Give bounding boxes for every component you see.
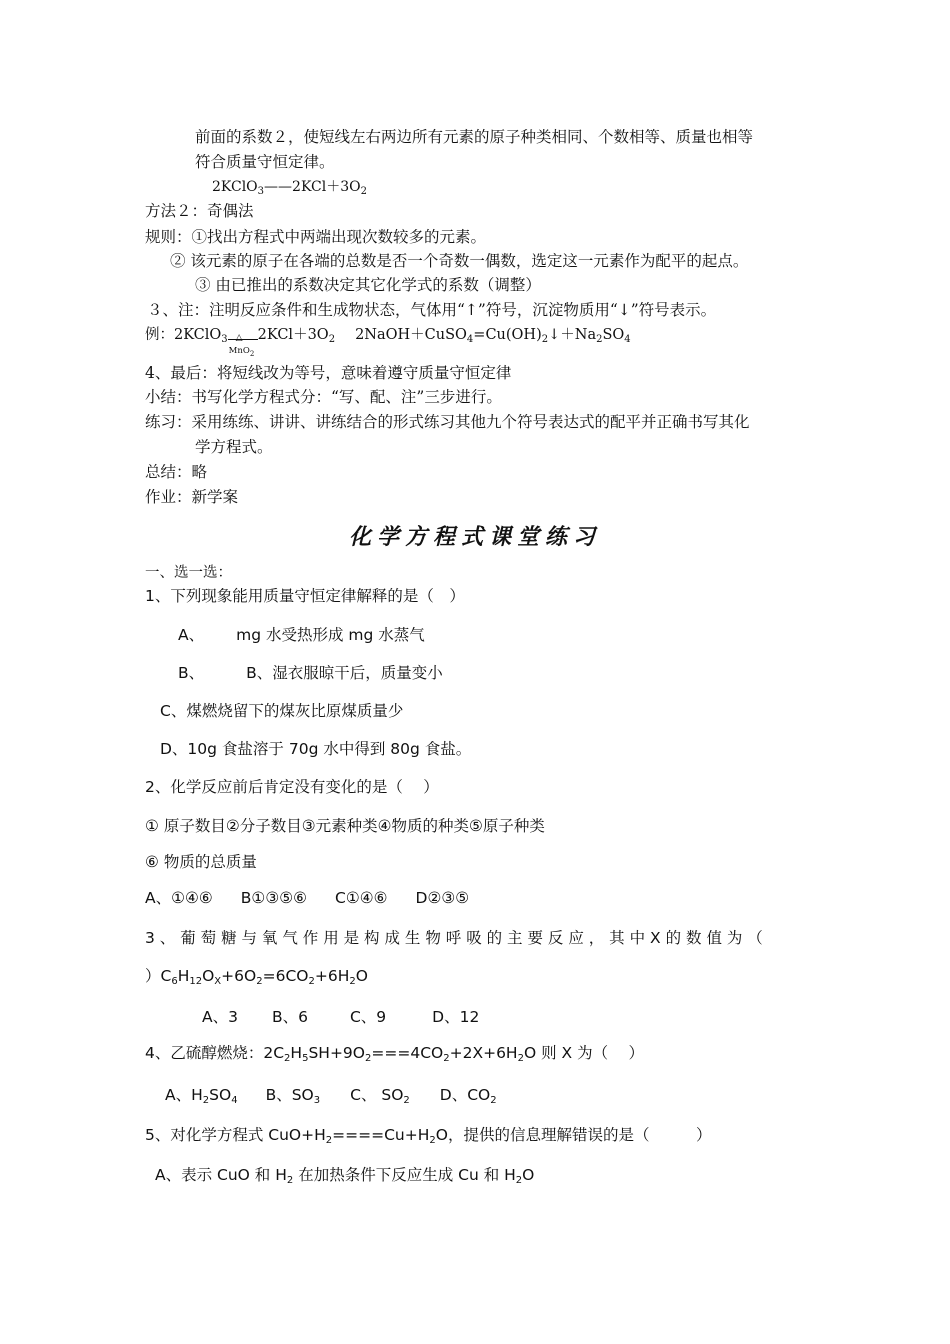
rule-3: ③ 由已推出的系数决定其它化学式的系数（调整） xyxy=(195,276,541,294)
practice-line-2: 学方程式。 xyxy=(195,438,273,456)
equation-kclo3: $2KClO_3——2KCl+3O_2$ xyxy=(212,179,367,197)
summary-line: 小结：书写化学方程式分：“写、配、注”三步进行。 xyxy=(145,388,502,406)
conclusion-line: 总结：略 xyxy=(145,463,208,481)
example-equations: 例：2KClO$_3$ △ MnO$_2$ $2KCl+3O_2$ $2NaOH+CuSO_4=Cu(OH)_2↓+Na_2SO_4$ xyxy=(145,327,631,358)
q1-option-c: C、煤燃烧留下的煤灰比原煤质量少 xyxy=(160,702,404,720)
question-5: 5、对化学方程式 $CuO+H_2====Cu+H_2O$，提供的信息理解错误的是（ ） xyxy=(145,1126,712,1146)
page-title: 化学方程式课堂练习 xyxy=(348,525,601,550)
method-2-heading: 方法２：奇偶法 xyxy=(145,202,254,220)
rule-1: 规则：①找出方程式中两端出现次数较多的元素。 xyxy=(145,228,487,246)
rule-2: ② 该元素的原子在各端的总数是否一个奇数一偶数，选定这一元素作为配平的起点。 xyxy=(170,252,749,270)
reaction-condition: △ MnO$_2$ xyxy=(228,327,258,341)
q2-items-2: ⑥ 物质的总质量 xyxy=(145,853,257,871)
intro-line-2: 符合质量守恒定律。 xyxy=(195,153,335,171)
q2-items: ① 原子数目②分子数目③元素种类④物质的种类⑤原子种类 xyxy=(145,817,545,835)
question-4: 4、乙硫醇燃烧：$2C_2H_5SH+9O_2===4CO_2+2X+6H_2O$ 则 X 为（ ） xyxy=(145,1044,644,1064)
q3-options: A、3 B、6 C、9 D、12 xyxy=(202,1008,480,1026)
q1-option-d: D、10g 食盐溶于 70g 水中得到 80g 食盐。 xyxy=(160,740,472,758)
q5-option-a: A、表示 CuO 和 $H_2$ 在加热条件下反应生成 Cu 和 $H_2O$ xyxy=(155,1166,535,1186)
question-3: 3 、 葡 萄 糖 与 氧 气 作 用 是 构 成 生 物 呼 吸 的 主 要 反 应 ， 其 中 X 的 数 值 为 （ xyxy=(145,929,763,947)
question-2: 2、化学反应前后肯定没有变化的是（ ） xyxy=(145,778,439,796)
note-line: ３、注：注明反应条件和生成物状态，气体用“↑”符号，沉淀物质用“↓”符号表示。 xyxy=(147,301,717,319)
q3-equation: ）$C_6H_{12}O_X+6O_2=6CO_2+6H_2O$ xyxy=(145,967,368,987)
q4-options: A、$H_2SO_4$ B、$SO_3$ C、 $SO_2$ D、$CO_2$ xyxy=(165,1086,497,1106)
q2-options: A、①④⑥ B①③⑤⑥ C①④⑥ D②③⑤ xyxy=(145,889,470,907)
practice-line-1: 练习：采用练练、讲讲、讲练结合的形式练习其他九个符号表达式的配平并正确书写其化 xyxy=(145,413,750,431)
intro-line-1: 前面的系数２，使短线左右两边所有元素的原子种类相同、个数相等、质量也相等 xyxy=(195,128,754,146)
q1-option-b: B、 B、湿衣服晾干后，质量变小 xyxy=(178,664,443,682)
homework-line: 作业：新学案 xyxy=(145,488,239,506)
step-4: 4、最后：将短线改为等号，意味着遵守质量守恒定律 xyxy=(145,364,512,382)
q1-option-a: A、 mg 水受热形成 mg 水蒸气 xyxy=(178,626,425,644)
section-heading: 一、选一选： xyxy=(145,565,232,581)
question-1: 1、下列现象能用质量守恒定律解释的是（ ） xyxy=(145,587,465,605)
